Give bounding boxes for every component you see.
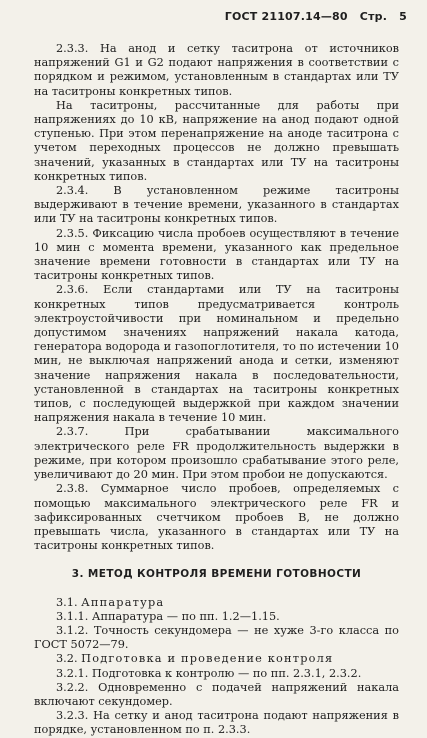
section-heading: 3. МЕТОД КОНТРОЛЯ ВРЕМЕНИ ГОТОВНОСТИ [71, 568, 362, 581]
page-label: Стр. [359, 10, 388, 23]
paragraph-2-3-3: 2.3.3. На анод и сетку таситрона от источников напряжений G1 и G2 подают напряжения в соответствии с порядком и режимом, установленным в стандартах или ТУ на таситроны конкретных типов. [34, 42, 399, 98]
paragraph-3-2-3: 3.2.3. На сетку и анод таситрона подают напряжения в порядке, установленном по п. 2.3.3. [34, 709, 399, 737]
subsection-3-2-number: 3.2. [56, 652, 78, 666]
subsection-3-1-number: 3.1. [56, 595, 78, 609]
subsection-3-2-title: Подготовка и проведение контроля [81, 652, 334, 666]
paragraph-2-3-4: 2.3.4. В установленном режиме таситроны выдерживают в течение времени, указанного в стандартах или ТУ на таситроны конкретных типов. [34, 184, 399, 226]
subsection-3-2 [34, 652, 399, 666]
standard-number: ГОСТ 21107.14—80 [224, 10, 348, 23]
page-number: 5 [399, 10, 407, 23]
paragraph-2-3-7: 2.3.7. При срабатывании максимального электрического реле FR продолжительность выдержки в режиме, при котором произошло срабатывание этого реле, увеличивают до 20 мин. При этом пробои не допускаются. [34, 425, 399, 482]
paragraph-2-3-3-cont: На таситроны, рассчитанные для работы при напряжениях до 10 кВ, напряжение на анод подают одной ступенью. При этом перенапряжение на аноде таситрона с учетом переходных процессов не должно превышать значений, указанных в стандартах или ТУ на таситроны конкретных типов. [34, 98, 399, 183]
subsection-3-1-title: Аппаратура [81, 595, 165, 609]
paragraph-3-1-2: 3.1.2. Точность секундомера — не хуже 3-го класса по ГОСТ 5072—79. [34, 623, 399, 652]
paragraph-3-2-2: 3.2.2. Одновременно с подачей напряжений накала включают секундомер. [34, 680, 399, 708]
paragraph-2-3-6: 2.3.6. Если стандартами или ТУ на таситроны конкретных типов предусматривается контроль электроустойчивости при номинальном и предельно допустимом значениях напряжений накала катода, генератора водорода и газопоглотителя, то по истечении 10 мин, не выключая напряжений анода и сетки, изменяют значение напряжения накала в последовательности, установленной в стандартах на таситроны конкретных типов, с последующей выдержкой при каждом значении напряжения накала в течение 10 мин. [34, 283, 399, 425]
paragraph-3-2-1: 3.2.1. Подготовка к контролю — по пп. 2.3.1, 2.3.2. [56, 666, 362, 680]
document-body [34, 42, 399, 738]
paragraph-3-1-1: 3.1.1. Аппаратура — по пп. 1.2—1.15. [56, 609, 280, 623]
paragraph-2-3-5: 2.3.5. Фиксацию числа пробоев осуществляют в течение 10 мин с момента времени, указанного как предельное значение времени готовности в стандартах или ТУ на таситроны конкретных типов. [34, 226, 399, 283]
subsection-3-1 [34, 596, 399, 610]
page-header [225, 10, 407, 23]
paragraph-2-3-8: 2.3.8. Суммарное число пробоев, определяемых с помощью максимального электрического реле FR и зафиксированных счетчиком пробоев В, не должно превышать числа, указанного в стандартах или ТУ на таситроны конкретных типов. [34, 482, 399, 553]
